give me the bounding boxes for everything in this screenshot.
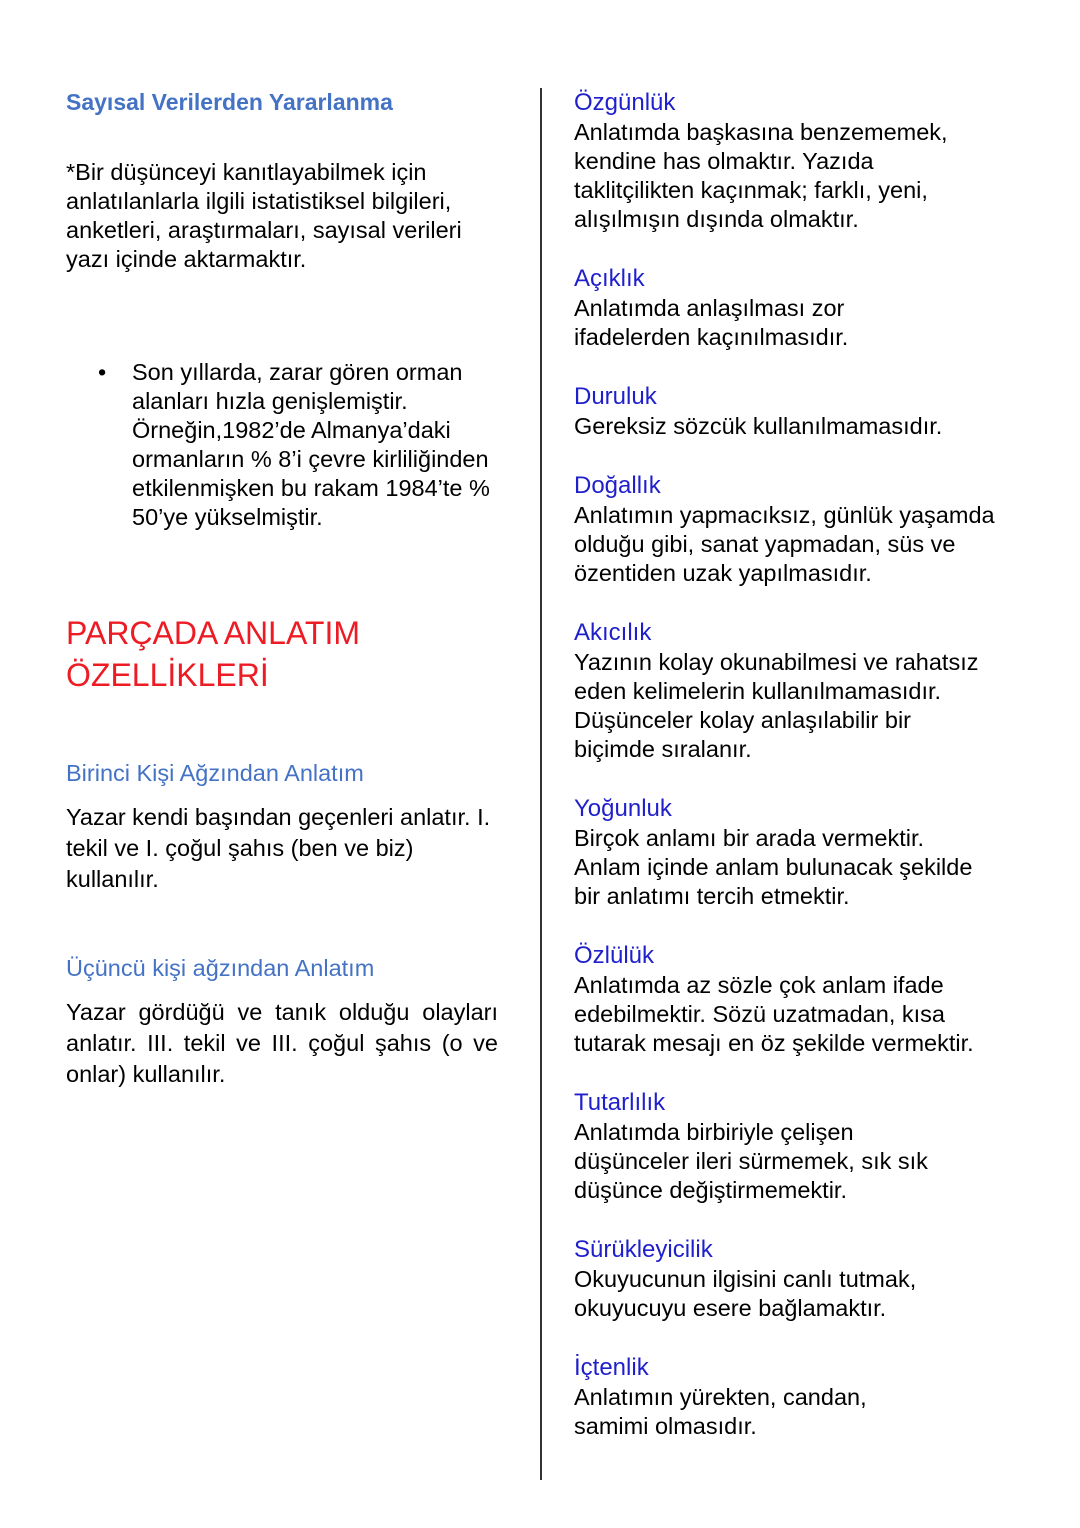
numeric-data-description: *Bir düşünceyi kanıtlayabilmek için anlatılanlarla ilgili istatistiksel bilgileri, anketleri, araştırmaları, sayısal verileri yazı içinde aktarmaktır. — [66, 159, 462, 272]
column-divider — [540, 88, 542, 1480]
feature-item-dogallik — [574, 471, 1034, 588]
feature-item-duruluk — [574, 382, 1034, 441]
feature-body: Anlatımda az sözle çok anlam ifade edebilmektir. Sözü uzatmadan, kısa tutarak mesajı en öz şekilde vermektir. — [574, 972, 974, 1056]
feature-title: İçtenlik — [574, 1354, 649, 1381]
feature-body: Yazının kolay okunabilmesi ve rahatsız eden kelimelerin kullanılmamasıdır. Düşünceler kolay anlaşılabilir bir biçimde sıralanır. — [574, 649, 979, 762]
feature-title: Açıklık — [574, 265, 645, 292]
example-bullet-list — [66, 358, 506, 532]
feature-body: Anlatımda birbiriyle çelişen düşünceler ileri sürmemek, sık sık düşünce değiştirmemektir. — [574, 1119, 928, 1203]
feature-title: Tutarlılık — [574, 1089, 666, 1116]
main-title-line2: ÖZELLİKLERİ — [66, 657, 269, 693]
feature-item-ozgunluk — [574, 88, 1034, 234]
first-person-description: Yazar kendi başından geçenleri anlatır. I. tekil ve I. çoğul şahıs (ben ve biz) kullanılır. — [66, 804, 491, 892]
feature-item-ictenlik — [574, 1353, 1034, 1441]
feature-title: Doğallık — [574, 472, 661, 499]
example-bullet-text: Son yıllarda, zarar gören orman alanları hızla genişlemiştir. Örneğin,1982’de Almanya’daki ormanların % 8’i çevre kirliliğinden etkilenmişken bu rakam 1984’te % 50’ye yükselmiştir. — [132, 359, 490, 530]
feature-body: Anlatımda başkasına benzememek, kendine has olmaktır. Yazıda taklitçilikten kaçınmak; farklı, yeni, alışılmışın dışında olmaktır. — [574, 119, 948, 232]
bullet-icon: • — [98, 359, 107, 385]
left-column — [66, 86, 506, 1090]
feature-item-tutarlilik — [574, 1088, 1034, 1205]
right-column — [574, 88, 1034, 1471]
main-title — [66, 612, 506, 696]
feature-title: Özlülük — [574, 942, 655, 969]
first-person-title: Birinci Kişi Ağzından Anlatım — [66, 760, 364, 786]
feature-item-yogunluk — [574, 794, 1034, 911]
feature-title: Sürükleyicilik — [574, 1236, 713, 1263]
example-bullet-item — [66, 358, 506, 532]
feature-body: Gereksiz sözcük kullanılmamasıdır. — [574, 413, 943, 439]
feature-title: Yoğunluk — [574, 795, 672, 822]
third-person-title: Üçüncü kişi ağzından Anlatım — [66, 955, 375, 981]
feature-item-aciklik — [574, 264, 1034, 352]
feature-body: Anlatımın yapmacıksız, günlük yaşamda olduğu gibi, sanat yapmadan, süs ve özentiden uzak yapılmasıdır. — [574, 502, 995, 586]
feature-body: Birçok anlamı bir arada vermektir. Anlam içinde anlam bulunacak şekilde bir anlatımı tercih etmektir. — [574, 825, 973, 909]
feature-item-ozluluk — [574, 941, 1034, 1058]
feature-title: Duruluk — [574, 383, 657, 410]
feature-item-akicilik — [574, 618, 1034, 764]
numeric-data-title: Sayısal Verilerden Yararlanma — [66, 89, 393, 115]
feature-title: Özgünlük — [574, 89, 676, 116]
feature-title: Akıcılık — [574, 619, 652, 646]
feature-body: Okuyucunun ilgisini canlı tutmak, okuyucuyu esere bağlamaktır. — [574, 1266, 917, 1321]
main-title-line1: PARÇADA ANLATIM — [66, 615, 360, 651]
feature-body: Anlatımda anlaşılması zor ifadelerden kaçınılmasıdır. — [574, 295, 849, 350]
feature-body: Anlatımın yürekten, candan, samimi olmasıdır. — [574, 1384, 867, 1439]
feature-item-surukleyicilik — [574, 1235, 1034, 1323]
third-person-description: Yazar gördüğü ve tanık olduğu olayları anlatır. III. tekil ve III. çoğul şahıs (o ve onlar) kullanılır. — [66, 999, 498, 1087]
